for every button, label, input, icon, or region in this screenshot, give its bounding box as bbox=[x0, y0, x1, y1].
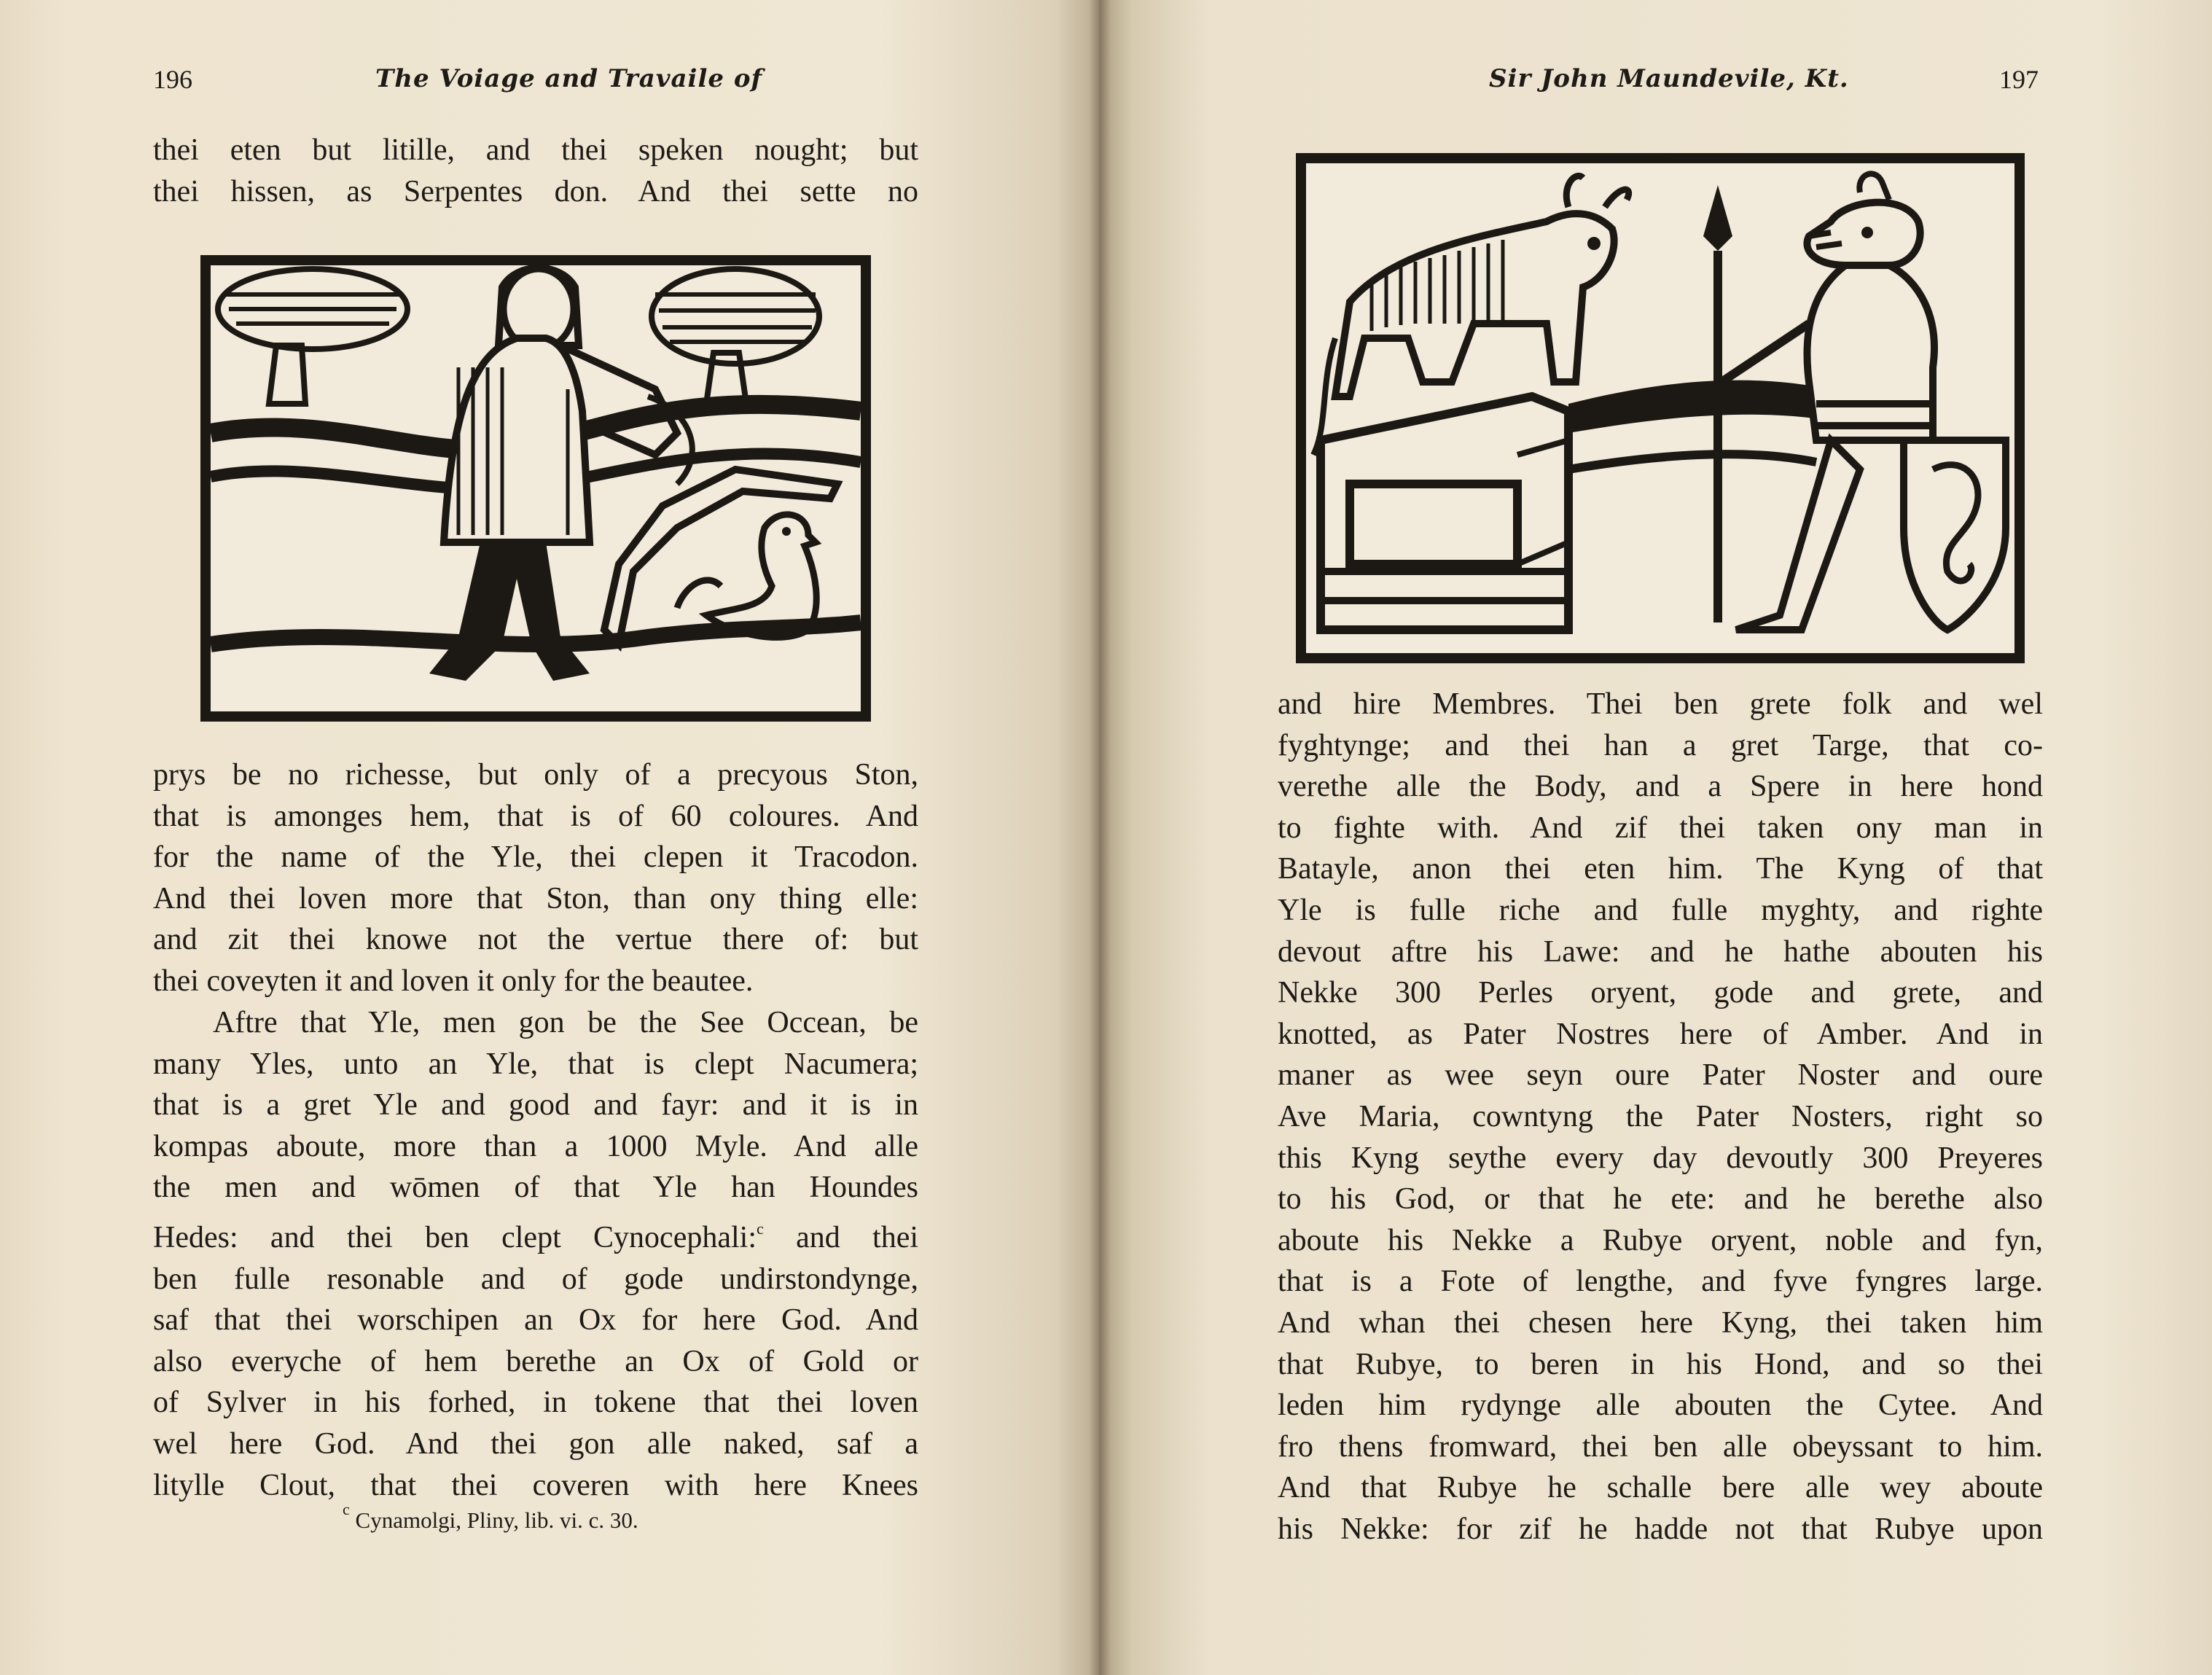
text-line: saf that thei worschipen an Ox for here God. And bbox=[153, 1303, 918, 1338]
footnote bbox=[343, 1500, 638, 1534]
running-title: The Voiage and Travaile of bbox=[375, 64, 763, 93]
woodcut-cynocephalus-illustration bbox=[1296, 153, 2025, 663]
text-line: thei eten but litille, and thei speken nought; but bbox=[153, 133, 918, 167]
text-line: that is a Fote of lengthe, and fyve fyngres large. bbox=[1278, 1265, 2043, 1299]
text-line: this Kyng seythe every day devoutly 300 Preyeres bbox=[1278, 1141, 2043, 1175]
text-line: to his God, or that he ete: and he berethe also bbox=[1278, 1182, 2043, 1217]
text-line: to fighte with. And zif thei taken ony man in bbox=[1278, 811, 2043, 845]
text-line: Yle is fulle riche and fulle myghty, and righte bbox=[1278, 893, 2043, 927]
text-line: aboute his Nekke a Rubye oryent, noble and fyn, bbox=[1278, 1223, 2043, 1257]
cynocephalus-woodcut-svg bbox=[1306, 163, 2014, 653]
text-line: that Rubye, to beren in his Hond, and so thei bbox=[1278, 1347, 2043, 1381]
text-line: that is amonges hem, that is of 60 coloures. And bbox=[153, 799, 918, 833]
piper-woodcut-svg bbox=[211, 265, 861, 711]
text-line: and hire Membres. Thei ben grete folk and wel bbox=[1278, 687, 2043, 721]
footnote-text: Cynamolgi, Pliny, lib. vi. c. 30. bbox=[349, 1507, 638, 1533]
text-line: Ave Maria, cowntyng the Pater Nosters, right so bbox=[1278, 1099, 2043, 1133]
footnote-reference: c bbox=[757, 1219, 764, 1238]
text-line: his Nekke: for zif he hadde not that Rubye upon bbox=[1278, 1512, 2043, 1546]
text-line: also everyche of hem berethe an Ox of Gold or bbox=[153, 1344, 918, 1378]
body-text bbox=[1278, 684, 2043, 1550]
text-line: kompas aboute, more than a 1000 Myle. And alle bbox=[153, 1129, 918, 1163]
text-line: maner as wee seyn oure Pater Noster and oure bbox=[1278, 1058, 2043, 1093]
text-line-with-footnote-ref bbox=[153, 1209, 918, 1259]
right-page bbox=[1099, 0, 2212, 1675]
text-line: And that Rubye he schalle bere alle wey aboute bbox=[1278, 1471, 2043, 1505]
woodcut-piper-illustration bbox=[200, 255, 871, 722]
text-line: the men and wōmen of that Yle han Houndes bbox=[153, 1171, 918, 1205]
text-line: thei hissen, as Serpentes don. And thei sette no bbox=[153, 174, 918, 208]
text-line: verethe alle the Body, and a Spere in here hond bbox=[1278, 770, 2043, 804]
text-line: leden him rydynge alle abouten the Cytee. And bbox=[1278, 1389, 2043, 1423]
text-line: of Sylver in his forhed, in tokene that thei loven bbox=[153, 1386, 918, 1420]
top-text bbox=[153, 130, 918, 212]
page-number: 196 bbox=[153, 65, 192, 94]
text-line: knotted, as Pater Nostres here of Amber. And in bbox=[1278, 1017, 2043, 1051]
text-line: wel here God. And thei gon alle naked, saf a bbox=[153, 1426, 918, 1461]
body-text bbox=[153, 754, 918, 1002]
page-number: 197 bbox=[1999, 65, 2039, 94]
text-line: Nekke 300 Perles oryent, gode and grete, and bbox=[1278, 976, 2043, 1010]
text-line: and zit thei knowe not the vertue there of: but bbox=[153, 923, 918, 957]
text-line: that is a gret Yle and good and fayr: and it is in bbox=[153, 1088, 918, 1122]
text-line: thei coveyten it and loven it only for the beautee. bbox=[153, 964, 754, 998]
text-line: devout aftre his Lawe: and he hathe abouten his bbox=[1278, 934, 2043, 969]
text-line: for the name of the Yle, thei clepen it Tracodon. bbox=[153, 840, 918, 875]
footnote-marker: c bbox=[343, 1500, 350, 1518]
text-line: And thei loven more that Ston, than ony thing elle: bbox=[153, 881, 918, 915]
text-fragment: and thei bbox=[763, 1220, 918, 1254]
text-fragment: Hedes: and thei ben clept Cynocephali: bbox=[153, 1220, 757, 1254]
text-line: many Yles, unto an Yle, that is clept Nacumera; bbox=[153, 1047, 918, 1081]
text-line: Batayle, anon thei eten him. The Kyng of that bbox=[1278, 852, 2043, 886]
text-line: And whan thei chesen here Kyng, thei taken him bbox=[1278, 1305, 2043, 1340]
text-line: litylle Clout, that thei coveren with here Knees bbox=[153, 1468, 918, 1502]
text-line: fyghtynge; and thei han a gret Targe, that co- bbox=[1278, 728, 2043, 762]
book-gutter bbox=[1089, 0, 1111, 1675]
running-title: Sir John Maundevile, Kt. bbox=[1489, 64, 1849, 93]
text-line: ben fulle resonable and of gode undirstondynge, bbox=[153, 1262, 918, 1296]
text-line: fro thens fromward, thei ben alle obeyssant to him. bbox=[1278, 1429, 2043, 1464]
text-line: Aftre that Yle, men gon be the See Occean, be bbox=[213, 1006, 918, 1039]
left-page bbox=[0, 0, 1099, 1675]
text-line: prys be no richesse, but only of a precyous Ston, bbox=[153, 758, 918, 792]
paragraph-two bbox=[153, 1002, 918, 1506]
